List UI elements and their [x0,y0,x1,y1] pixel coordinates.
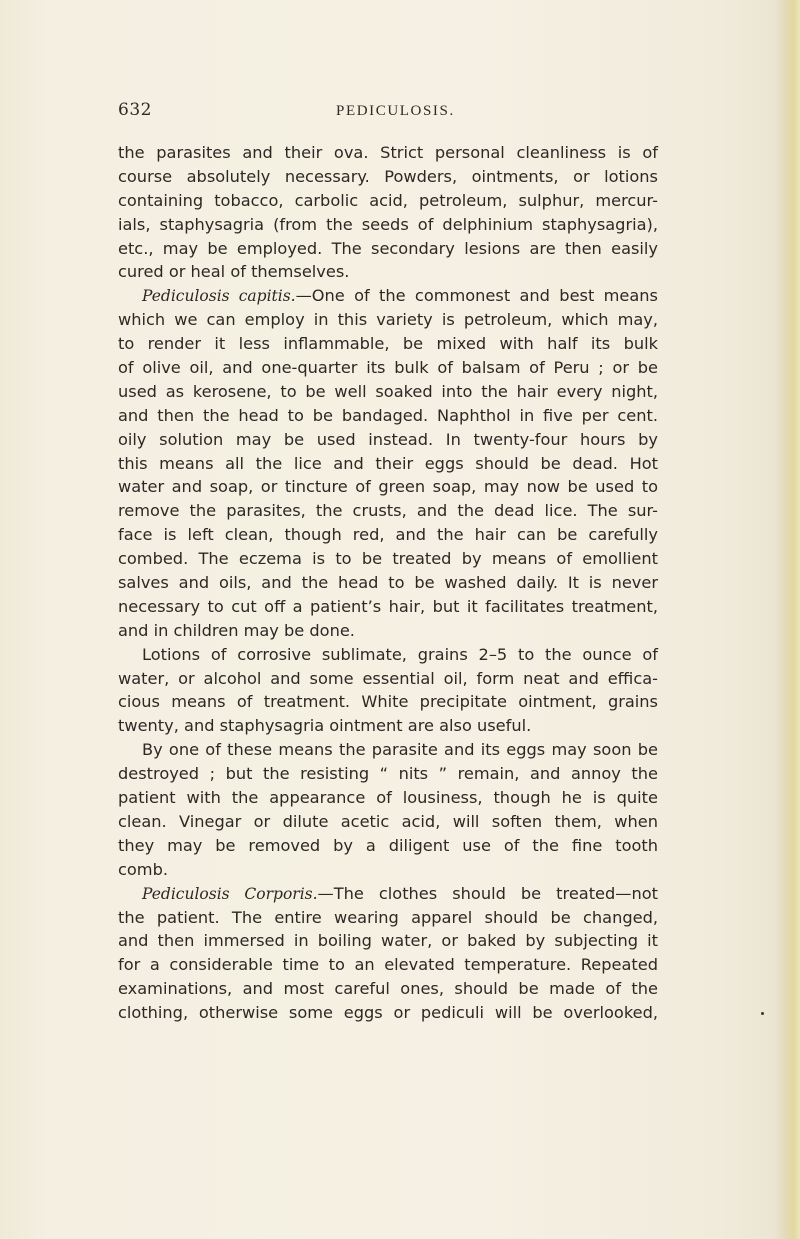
text-line: and in children may be done. [118,620,355,640]
text-line: clean. Vinegar or dilute acetic acid, will soften them, when [118,811,658,831]
page-number: 632 [118,100,152,120]
page-header [118,100,678,130]
text-line: and then immersed in boiling water, or baked by subjecting it [118,931,658,951]
text-line: oily solution may be used instead. In twenty-four hours by [118,429,658,449]
text-line: water and soap, or tincture of green soap, may now be used to [118,477,658,497]
text-line: containing tobacco, carbolic acid, petroleum, sulphur, mercur- [118,190,658,210]
section-heading-corporis: Pediculosis Corporis. [142,884,318,903]
text-line: cured or heal of themselves. [118,262,350,282]
text-line: destroyed ; but the resisting “ nits ” remain, and annoy the [118,764,658,784]
section-heading-capitis: Pediculosis capitis. [142,287,296,306]
text-line: of olive oil, and one-quarter its bulk of balsam of Peru ; or be [118,358,658,378]
running-title: PEDICULOSIS. [336,103,455,119]
text-line: water, or alcohol and some essential oil, form neat and effica- [118,668,658,688]
text-line: ials, staphysagria (from the seeds of delphinium staphysagria), [118,214,658,234]
text-line: the parasites and their ova. Strict personal cleanliness is of [118,143,658,162]
text-line: twenty, and staphysagria ointment are also useful. [118,716,532,736]
text-line: remove the parasites, the crusts, and the dead lice. The sur- [118,501,658,521]
body-text [118,141,658,1025]
text-line: and then the head to be bandaged. Naphthol in five per cent. [118,405,658,425]
text-line: they may be removed by a diligent use of the fine tooth [118,835,658,855]
text-line: combed. The eczema is to be treated by means of emollient [118,549,658,569]
section-line-corporis [118,882,658,906]
section-text-corporis: —The clothes should be treated—not [317,883,658,903]
text-line: the patient. The entire wearing apparel should be changed, [118,907,658,927]
print-speck [761,1012,764,1015]
text-line: salves and oils, and the head to be washed daily. It is never [118,573,658,593]
text-line: By one of these means the parasite and its eggs may soon be [142,740,658,760]
text-line: face is left clean, though red, and the hair can be carefully [118,525,658,545]
section-line-capitis [118,284,658,308]
text-line: comb. [118,859,168,879]
text-line: for a considerable time to an elevated temperature. Repeated [118,955,658,975]
text-line: to render it less inflammable, be mixed with half its bulk [118,334,658,354]
text-line: examinations, and most careful ones, should be made of the [118,979,658,999]
section-text-capitis: —One of the commonest and best means [295,286,658,306]
text-line: which we can employ in this variety is petroleum, which may, [118,310,658,330]
text-line: this means all the lice and their eggs should be dead. Hot [118,453,658,473]
text-line: Lotions of corrosive sublimate, grains 2–5 to the ounce of [142,644,658,664]
text-line: course absolutely necessary. Powders, ointments, or lotions [118,166,658,186]
page-edge-shadow [774,0,800,1239]
text-line: necessary to cut off a patient’s hair, but it facilitates treatment, [118,596,658,616]
text-line: patient with the appearance of lousiness, though he is quite [118,788,658,808]
text-line: cious means of treatment. White precipitate ointment, grains [118,692,658,712]
text-line: clothing, otherwise some eggs or pediculi will be overlooked, [118,1003,658,1023]
text-line: etc., may be employed. The secondary lesions are then easily [118,238,658,258]
text-line: used as kerosene, to be well soaked into the hair every night, [118,381,658,401]
